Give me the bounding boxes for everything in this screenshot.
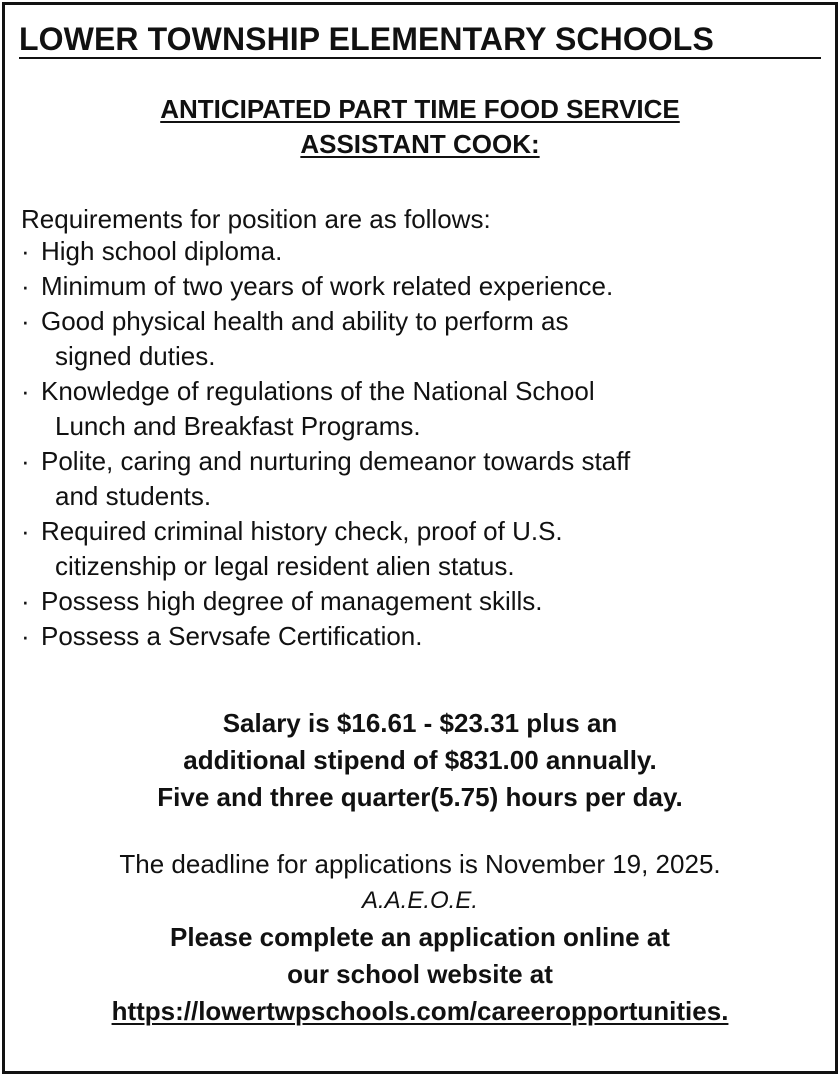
bullet-marker: · — [21, 236, 30, 266]
school-district-title: LOWER TOWNSHIP ELEMENTARY SCHOOLS — [19, 21, 714, 57]
job-advertisement — [2, 2, 838, 1074]
requirements-list — [21, 234, 630, 654]
apply-line-2: our school website at — [287, 959, 553, 989]
hours-line: Five and three quarter(5.75) hours per day. — [157, 782, 683, 812]
bullet-marker: · — [21, 306, 30, 336]
bullet-marker: · — [21, 516, 30, 546]
requirement-item-continuation: signed duties. — [55, 341, 216, 371]
requirement-item: · Required criminal history check, proof of U.S. — [21, 514, 630, 549]
position-title-line-1: ANTICIPATED PART TIME FOOD SERVICE — [160, 94, 680, 124]
bullet-marker: · — [21, 446, 30, 476]
requirement-item: · High school diploma. — [21, 234, 630, 269]
apply-line-1: Please complete an application online at — [170, 922, 670, 952]
requirement-item: · Polite, caring and nurturing demeanor towards staff — [21, 444, 630, 479]
salary-section — [5, 705, 835, 816]
bullet-marker: · — [21, 376, 30, 406]
equal-opportunity-notice: A.A.E.O.E. — [361, 887, 479, 914]
bullet-marker: · — [21, 271, 30, 301]
requirement-item: · Possess a Servsafe Certification. — [21, 619, 630, 654]
bullet-marker: · — [21, 586, 30, 616]
requirement-item: · Possess high degree of management skills. — [21, 584, 630, 619]
requirement-item-continuation: and students. — [55, 481, 212, 511]
stipend-line: additional stipend of $831.00 annually. — [183, 745, 657, 775]
requirement-item: · Good physical health and ability to perform as — [21, 304, 630, 339]
position-title-line-2: ASSISTANT COOK: — [300, 129, 540, 159]
salary-line: Salary is $16.61 - $23.31 plus an — [222, 708, 618, 738]
header-divider — [19, 57, 821, 59]
application-deadline: The deadline for applications is November 19, 2025. — [119, 849, 721, 879]
career-opportunities-link[interactable]: https://lowertwpschools.com/careeropportunities. — [111, 996, 729, 1026]
requirement-item-continuation: Lunch and Breakfast Programs. — [55, 411, 421, 441]
bullet-marker: · — [21, 621, 30, 651]
requirement-item: · Minimum of two years of work related experience. — [21, 269, 630, 304]
apply-instructions — [5, 919, 835, 1030]
requirement-item: · Knowledge of regulations of the National School — [21, 374, 630, 409]
requirements-intro: Requirements for position are as follows: — [21, 204, 491, 234]
requirement-item-continuation: citizenship or legal resident alien status. — [55, 551, 515, 581]
